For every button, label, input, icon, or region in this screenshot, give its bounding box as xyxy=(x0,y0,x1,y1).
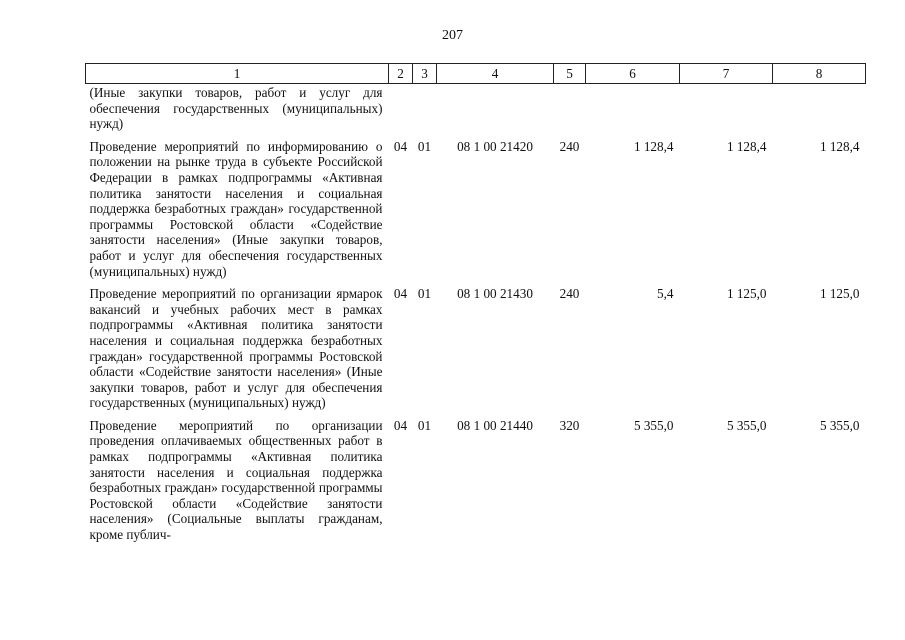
row-description: Проведение мероприятий по информированию о положении на рынке труда в субъекте Российской Федерации в рамках подпрограммы «Активная политика занятости населения и социальная поддержка безработных граждан» государственной программы Ростовской области «Содействие занятости населения» (Иные закупки товаров, работ и услуг для обеспечения государственных (муниципальных) нужд) xyxy=(89,138,383,279)
column-header: 7 xyxy=(680,64,773,84)
column-header: 2 xyxy=(389,64,413,84)
cell-amount-3: 5 355,0 xyxy=(819,417,860,433)
column-header: 6 xyxy=(586,64,680,84)
cell-amount-2: 1 125,0 xyxy=(726,286,767,302)
column-header: 3 xyxy=(413,64,437,84)
cell-target-code: 08 1 00 21420 xyxy=(457,138,533,154)
column-header: 8 xyxy=(773,64,866,84)
cell-amount-2: 1 128,4 xyxy=(726,138,767,154)
cell-amount-2: 5 355,0 xyxy=(726,417,767,433)
page-number: 207 xyxy=(442,28,463,43)
cell-subsection: 01 xyxy=(417,286,432,302)
cell-amount-1: 5 355,0 xyxy=(633,417,674,433)
column-header: 4 xyxy=(437,64,554,84)
table-row xyxy=(86,411,866,543)
cell-amount-3 xyxy=(773,84,866,132)
cell-subsection: 01 xyxy=(417,417,432,433)
cell-amount-3: 1 125,0 xyxy=(819,286,860,302)
cell-amount-1 xyxy=(586,84,680,132)
row-description: Проведение мероприятий по организации проведения оплачиваемых общественных работ в рамках подпрограммы «Активная политика занятости населения и социальная поддержка безработных граждан» государственной программы Ростовской области «Содействие занятости населения» (Социальные выплаты гражданам, кроме публич- xyxy=(89,417,383,543)
table-row xyxy=(86,132,866,279)
column-header: 1 xyxy=(86,64,389,84)
cell-expense-type: 240 xyxy=(559,138,580,154)
cell-amount-1: 1 128,4 xyxy=(633,138,674,154)
cell-subsection xyxy=(413,84,437,132)
cell-amount-2 xyxy=(680,84,773,132)
cell-expense-type xyxy=(554,84,586,132)
table-row xyxy=(86,84,866,132)
cell-expense-type: 320 xyxy=(559,417,580,433)
cell-section xyxy=(389,84,413,132)
table-row xyxy=(86,279,866,411)
cell-amount-1: 5,4 xyxy=(657,286,674,302)
cell-target-code xyxy=(437,84,554,132)
row-description: (Иные закупки товаров, работ и услуг для обеспечения государственных (муниципальных) нужд) xyxy=(89,85,383,132)
row-description: Проведение мероприятий по организации ярмарок вакансий и учебных рабочих мест в рамках подпрограммы «Активная политика занятости населения и социальная поддержка безработных граждан» государственной программы Ростовской области «Содействие занятости населения» (Иные закупки товаров, работ и услуг для обеспечения государственных (муниципальных) нужд) xyxy=(89,286,383,411)
cell-target-code: 08 1 00 21440 xyxy=(457,417,533,433)
cell-subsection: 01 xyxy=(417,138,432,154)
table-header-row xyxy=(86,64,866,84)
budget-table xyxy=(85,63,866,543)
cell-expense-type: 240 xyxy=(559,286,580,302)
cell-amount-3: 1 128,4 xyxy=(819,138,860,154)
column-header: 5 xyxy=(554,64,586,84)
cell-section: 04 xyxy=(393,286,408,302)
cell-target-code: 08 1 00 21430 xyxy=(457,286,533,302)
cell-section: 04 xyxy=(393,417,408,433)
cell-section: 04 xyxy=(393,138,408,154)
